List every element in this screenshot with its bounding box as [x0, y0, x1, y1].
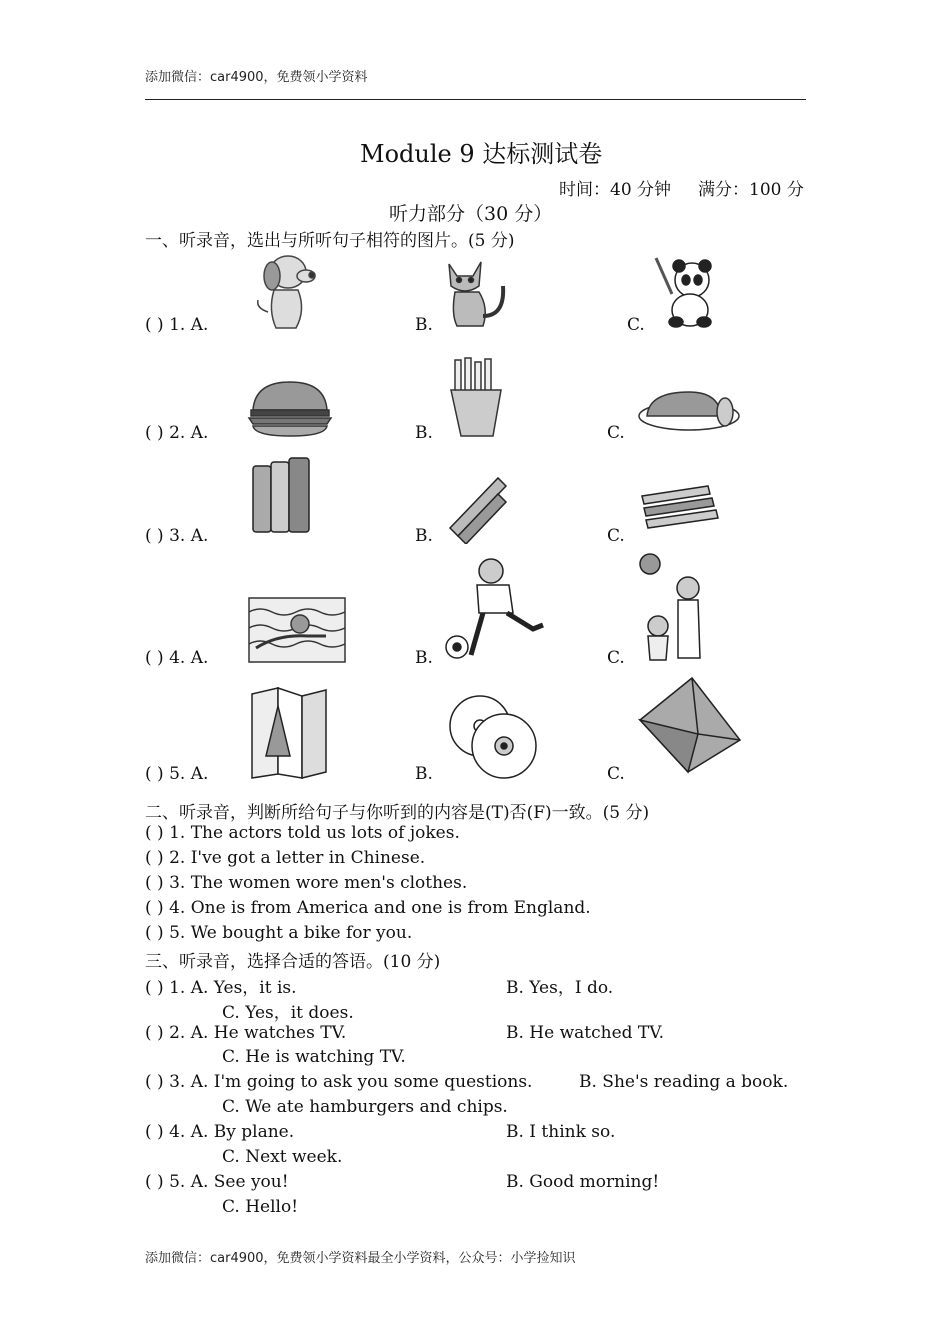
part1-q4-b: B.	[415, 648, 433, 668]
part3-q5-a: ( ) 5. A. See you!	[145, 1172, 289, 1192]
part3-q1-c: C. Yes，it does.	[222, 1003, 354, 1023]
part3-q4-c: C. Next week.	[222, 1147, 343, 1167]
part1-q2-label: ( ) 2. A.	[145, 423, 209, 443]
page-footer: 添加微信：car4900，免费领小学资料最全小学资料，公众号：小学捡知识	[145, 1251, 576, 1266]
part3-q4-a: ( ) 4. A. By plane.	[145, 1122, 295, 1142]
pens-icon	[638, 482, 720, 540]
bread-icon	[637, 386, 741, 432]
part1-q3-label: ( ) 3. A.	[145, 526, 209, 546]
part2-item-1: ( ) 1. The actors told us lots of jokes.	[145, 823, 460, 843]
part1-q3-b: B.	[415, 526, 433, 546]
section-title: 听力部分（30 分）	[389, 203, 553, 225]
part3-q5-c: C. Hello!	[222, 1197, 299, 1217]
page-header: 添加微信：car4900，免费领小学资料	[145, 70, 368, 85]
part3-q2-b: B. He watched TV.	[506, 1023, 664, 1043]
time-limit: 时间：40 分钟	[559, 180, 672, 200]
dog-icon	[248, 250, 318, 332]
part3-q3-c: C. We ate hamburgers and chips.	[222, 1097, 508, 1117]
part3-q3-b: B. She's reading a book.	[579, 1072, 789, 1092]
part1-instruction: 一、听录音，选出与所听句子相符的图片。(5 分)	[145, 231, 515, 251]
cat-icon	[443, 256, 513, 328]
page-title: Module 9 达标测试卷	[360, 140, 603, 168]
card-icon	[250, 686, 328, 780]
chips-icon	[447, 356, 505, 438]
part2-instruction: 二、听录音，判断所给句子与你听到的内容是(T)否(F)一致。(5 分)	[145, 803, 650, 823]
full-score: 满分：100 分	[698, 180, 804, 200]
panda-icon	[650, 254, 720, 330]
books-icon	[249, 454, 315, 536]
part1-q4-c: C.	[607, 648, 625, 668]
part1-q4-label: ( ) 4. A.	[145, 648, 209, 668]
part3-q2-a: ( ) 2. A. He watches TV.	[145, 1023, 347, 1043]
part1-q3-c: C.	[607, 526, 625, 546]
part3-q1-a: ( ) 1. A. Yes，it is.	[145, 978, 297, 998]
part3-q3-a: ( ) 3. A. I'm going to ask you some questions.	[145, 1072, 533, 1092]
hamburger-icon	[247, 380, 333, 438]
part2-item-4: ( ) 4. One is from America and one is from England.	[145, 898, 591, 918]
part2-item-2: ( ) 2. I've got a letter in Chinese.	[145, 848, 426, 868]
part1-q1-c: C.	[627, 315, 645, 335]
part1-q5-b: B.	[415, 764, 433, 784]
envelope-icon	[638, 676, 742, 774]
header-divider	[145, 99, 806, 100]
part3-q1-b: B. Yes，I do.	[506, 978, 614, 998]
part1-q2-b: B.	[415, 423, 433, 443]
cd-icon	[448, 690, 540, 782]
pencils-icon	[446, 474, 518, 544]
part2-item-3: ( ) 3. The women wore men's clothes.	[145, 873, 468, 893]
part1-q1-label: ( ) 1. A.	[145, 315, 209, 335]
part1-q5-c: C.	[607, 764, 625, 784]
part3-q4-b: B. I think so.	[506, 1122, 616, 1142]
part1-q5-label: ( ) 5. A.	[145, 764, 209, 784]
part3-q2-c: C. He is watching TV.	[222, 1047, 406, 1067]
part1-q1-b: B.	[415, 315, 433, 335]
football-icon	[443, 555, 559, 665]
part3-instruction: 三、听录音，选择合适的答语。(10 分)	[145, 952, 441, 972]
swimming-icon	[248, 578, 346, 664]
part3-q5-b: B. Good morning!	[506, 1172, 660, 1192]
basketball-icon	[634, 552, 728, 664]
part2-item-5: ( ) 5. We bought a bike for you.	[145, 923, 413, 943]
part1-q2-c: C.	[607, 423, 625, 443]
